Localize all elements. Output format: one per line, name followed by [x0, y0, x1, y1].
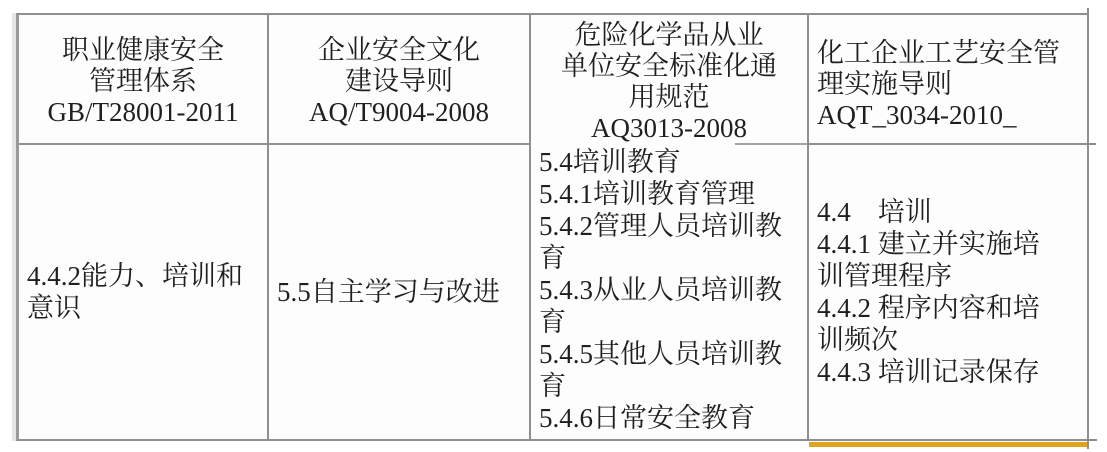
header-cell-aqt9004 — [269, 15, 531, 145]
header-cell-gbt28001 — [19, 15, 269, 145]
header-cell-aq3013 — [531, 15, 809, 145]
clause-item: 5.4.3从业人员培训教育 — [539, 275, 782, 337]
header-cell-aqt3034 — [809, 15, 1087, 145]
header-standard-code: AQ3013-2008 — [591, 113, 747, 143]
highlight-underline — [809, 442, 1089, 447]
header-standard-code: GB/T28001-2011 — [47, 97, 239, 127]
header-title-line: 单位安全标准化通 — [561, 51, 777, 81]
bottom-border-overshoot — [1087, 439, 1097, 441]
header-title-line: 化工企业工艺安全管 — [817, 38, 1060, 68]
body-cell-aqt3034 — [809, 145, 1087, 439]
clause-item: 5.4.5其他人员培训教育 — [539, 339, 782, 401]
clause-item: 5.4.6日常安全教育 — [539, 403, 755, 433]
clause-item: 5.5自主学习与改进 — [277, 277, 500, 307]
header-title-line: 管理体系 — [89, 66, 197, 96]
clause-item: 5.4培训教育 — [539, 147, 681, 177]
clause-item: 4.4.2 程序内容和培训频次 — [817, 293, 1040, 355]
header-title-line: 建设导则 — [345, 66, 453, 96]
header-standard-code: AQ/T9004-2008 — [309, 97, 489, 127]
header-standard-code: AQT_3034-2010_ — [817, 100, 1017, 130]
body-cell-aqt9004 — [269, 145, 531, 439]
body-cell-aq3013 — [531, 145, 809, 439]
header-title-line: 企业安全文化 — [318, 35, 480, 65]
standards-comparison-table — [16, 13, 1089, 441]
clause-item: 5.4.2管理人员培训教育 — [539, 211, 782, 273]
clause-item: 4.4.1 建立并实施培训管理程序 — [817, 229, 1040, 291]
header-title-line: 危险化学品从业 — [574, 20, 764, 50]
header-separator-overshoot — [1087, 143, 1096, 145]
clause-item: 4.4.2能力、培训和意识 — [27, 261, 243, 323]
clause-item: 4.4 培训 — [817, 197, 932, 227]
header-title-line: 用规范 — [628, 82, 710, 112]
header-title-line: 职业健康安全 — [62, 35, 224, 65]
body-cell-gbt28001 — [19, 145, 269, 439]
header-title-line: 理实施导则 — [817, 69, 952, 99]
clause-item: 4.4.3 培训记录保存 — [817, 357, 1040, 387]
clause-item: 5.4.1培训教育管理 — [539, 179, 755, 209]
